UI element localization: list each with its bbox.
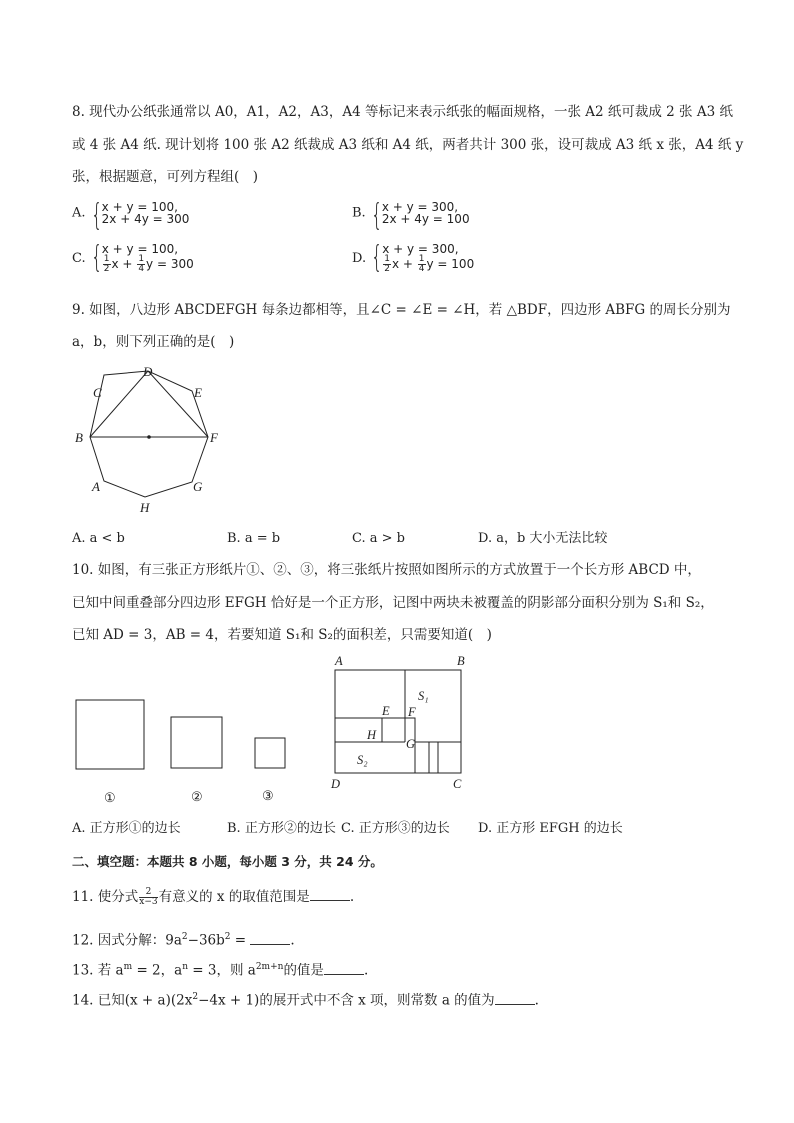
equation-system <box>92 201 190 225</box>
exponent: 2 <box>224 932 231 942</box>
q13-text2: = 2，a <box>132 962 183 979</box>
midpoint-dot <box>147 435 151 439</box>
equation-system <box>372 201 470 225</box>
q9-option-a[interactable]: A. a < b <box>72 531 125 546</box>
q10-line3: 已知 AD = 3，AB = 4，若要知道 S₁和 S₂的面积差，只需要知道( ) <box>72 627 492 643</box>
option-label: A. <box>72 205 86 221</box>
q13-text: 13. 若 a <box>72 962 124 979</box>
equation: 2x + 4y = 100 <box>381 212 470 226</box>
label-f: F <box>210 430 218 445</box>
fraction: $\frac{1}{4}$ <box>418 254 425 274</box>
octagon-outline <box>90 371 208 497</box>
period: . <box>534 992 539 1009</box>
q9-option-c[interactable]: C. a > b <box>352 531 405 546</box>
q9-option-b[interactable]: B. a = b <box>227 531 281 546</box>
q8-option-d[interactable] <box>352 243 474 274</box>
q8-option-b[interactable] <box>352 201 470 225</box>
q10-option-d[interactable]: D. 正方形 EFGH 的边长 <box>478 821 623 836</box>
equation-system <box>92 243 194 274</box>
q8-option-a[interactable] <box>72 201 189 225</box>
q10-option-c[interactable]: C. 正方形③的边长 <box>341 821 450 836</box>
label-b: B <box>457 654 465 668</box>
label-b: B <box>75 430 83 445</box>
label-s2: S₂ <box>357 753 368 767</box>
label-h: H <box>367 728 377 742</box>
q12 <box>72 928 295 950</box>
period: . <box>349 889 355 905</box>
label-g: G <box>193 479 203 494</box>
q11 <box>72 888 354 907</box>
q10-option-b[interactable]: B. 正方形②的边长 <box>227 821 336 836</box>
section-title: 二、填空题：本题共 8 小题，每小题 3 分，共 24 分。 <box>72 854 383 869</box>
q11-text2: 有意义的 x 的取值范围是 <box>158 889 310 905</box>
label-c: C <box>453 777 462 791</box>
fraction: $\frac{1}{4}$ <box>138 254 145 274</box>
q9-line2: a，b，则下列正确的是( ) <box>72 334 235 350</box>
q13-text4: 的值是 <box>283 962 324 979</box>
q11-text: 11. 使分式 <box>72 889 139 905</box>
answer-blank[interactable] <box>495 992 535 1005</box>
q10-line1: 10. 如图，有三张正方形纸片①、②、③，将三张纸片按照如图所示的方式放置于一个长方形 ABCD 中， <box>72 562 701 578</box>
equation: { x + y = 300, <box>382 242 459 256</box>
q12-text: 12. 因式分解：9a <box>72 932 182 949</box>
equation: $\frac{1}{2}$ x + $\frac{1}{4}$ y = 300 <box>103 254 194 274</box>
exponent: 2m+n <box>255 962 284 972</box>
exponent: n <box>182 962 188 972</box>
q14 <box>72 988 539 1010</box>
q12-text2: −36b <box>187 932 225 949</box>
option-label: D. <box>352 251 367 266</box>
fraction: $\frac{1}{2}$ <box>103 254 110 274</box>
equation: $\frac{1}{2}$ x + $\frac{1}{4}$ y = 100 <box>384 254 475 274</box>
exponent: 2 <box>192 992 199 1002</box>
q14-text2: −4x + 1)的展开式中不含 x 项，则常数 a 的值为 <box>198 992 495 1009</box>
answer-blank[interactable] <box>250 932 290 945</box>
answer-blank[interactable] <box>324 962 364 975</box>
equation: 2x + 4y = 300 <box>101 212 190 226</box>
squares-figure <box>60 650 480 810</box>
equation-system <box>372 243 474 274</box>
option-label: B. <box>352 205 366 221</box>
q13 <box>72 958 368 980</box>
q12-text3: = <box>230 932 251 949</box>
q10-option-a[interactable]: A. 正方形①的边长 <box>72 821 181 836</box>
equation: { x + y = 300, <box>381 200 459 214</box>
label-f: F <box>408 705 416 719</box>
period: . <box>290 932 295 949</box>
q9-option-d[interactable]: D. a，b 大小无法比较 <box>478 531 608 546</box>
label-sq2: ② <box>191 789 203 804</box>
label-a: A <box>335 654 343 668</box>
period: . <box>363 962 369 979</box>
label-e: E <box>194 385 202 400</box>
label-sq3: ③ <box>262 788 274 803</box>
placed-square-1 <box>335 718 415 773</box>
q10-line2: 已知中间重叠部分四边形 EFGH 恰好是一个正方形，记图中两块未被覆盖的阴影部分面积分别为 S₁和 S₂， <box>72 595 714 611</box>
label-a: A <box>92 479 100 494</box>
answer-blank[interactable] <box>310 888 350 901</box>
exponent: 2 <box>181 932 188 942</box>
q13-text3: = 3，则 a <box>188 962 256 979</box>
square-3 <box>255 738 285 768</box>
label-d: D <box>331 777 341 791</box>
label-d: D <box>143 364 153 379</box>
label-sq1: ① <box>104 790 116 805</box>
q8-line1: 8. 现代办公纸张通常以 A0，A1，A2，A3，A4 等标记来表示纸张的幅面规格，一张 A2 纸可裁成 2 张 A3 纸 <box>72 104 733 120</box>
label-s1: S₁ <box>418 689 429 703</box>
q8-line2: 或 4 张 A4 纸. 现计划将 100 张 A2 纸裁成 A3 纸和 A4 纸，两者共计 300 张，设可裁成 A3 纸 x 张，A4 纸 y <box>72 137 744 153</box>
equation: { x + y = 100, <box>101 200 178 214</box>
label-h: H <box>140 500 150 515</box>
rectangle-abcd <box>335 670 461 773</box>
fraction: $\frac{1}{2}$ <box>384 254 390 274</box>
octagon-figure <box>70 360 230 520</box>
q8-line3: 张，根据题意，可列方程组( ) <box>72 169 259 185</box>
equation: { x + y = 100, <box>101 242 179 256</box>
square-1 <box>76 700 144 769</box>
label-g: G <box>406 737 416 751</box>
q9-line1: 9. 如图，八边形 ABCDEFGH 每条边都相等，且∠C = ∠E = ∠H，若 △BDF，四边形 ABFG 的周长分别为 <box>72 302 731 318</box>
q14-text: 14. 已知(x + a)(2x <box>72 992 193 1009</box>
option-label: C. <box>72 251 86 266</box>
label-c: C <box>93 385 102 400</box>
segment-bd <box>90 371 148 437</box>
q8-option-c[interactable] <box>72 243 194 274</box>
exponent: m <box>123 962 133 972</box>
label-e: E <box>382 704 390 718</box>
square-2 <box>171 717 222 768</box>
fraction: $\frac{2}{x-3}$ <box>139 887 158 907</box>
segment-df <box>148 371 208 437</box>
